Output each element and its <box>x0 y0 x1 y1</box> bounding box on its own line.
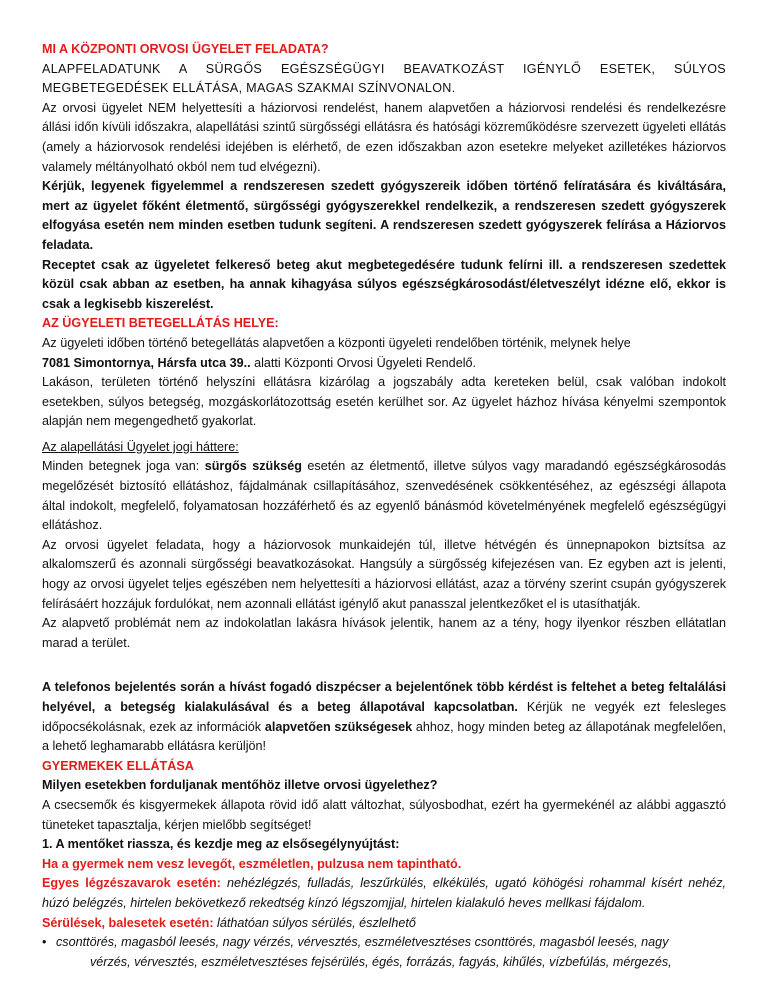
paragraph-home-visits: Lakáson, területen történő helyszíni ellátásra kizárólag a jogszabály adta kereteken belül, csak valóban indokolt esetekben, súlyos betegség, mozgáskorlátozottság esetén kerülhet sor. Az ügyelet házhoz hívása kényelmi szempontok alapján nem megengedhető gyakorlat. <box>42 375 726 429</box>
emergency-condition: Ha a gyermek nem vesz levegőt, eszméletlen, pulzusa nem tapintható. <box>42 856 462 871</box>
respiratory-label: Egyes légzészavarok esetén: <box>42 876 221 891</box>
paragraph-respiratory <box>42 874 726 913</box>
paragraph-ugyelet-role: Az orvosi ügyelet NEM helyettesíti a háziorvosi rendelést, hanem alapvetően a háziorvosi rendelési és rendelkezésre állási időn kívüli időszakra, alapellátási szintű sürgősségi ellátásra és hatósági közreműködésre szervezett ügyeleti ellátás (amely a háziorvosok rendelési idejében is elérhető, de ezen időszakban azon esetekre melyeket azilletékes háziorvos valamely méltányolható okból nem tud elvégezni). <box>42 100 726 174</box>
paragraph-patient-rights <box>42 457 726 535</box>
paragraph-medication-notice: Kérjük, legyenek figyelemmel a rendszeresen szedett gyógyszereik időben történő felíratására és kiváltására, mert az ügyelet főként életmentő, sürgősségi gyógyszerekkel rendelkezik, a rendszeresen szedett gyógyszerek elfogyása esetén nem minden esetben tudunk segíteni. A rendszeresen szedett gyógyszerek felírása a Háziorvos feladata. <box>42 179 726 252</box>
paragraph-injuries <box>42 914 726 934</box>
phone-bold-text: A telefonos bejelentés során a hívást fogadó diszpécser a bejelentőnek több kérdést is feltehet a beteg feltalálási helyével, a betegség kialakulásával és a beteg állapotával kapcsolatban. <box>42 680 726 714</box>
paragraph-prescription-notice: Receptet csak az ügyeletet felkereső beteg akut megbetegedésére tudunk felírni ill. a rendszeresen szedettek közül csak abban az esetben, ha annak kihagyása súlyos egészségkárosodást/életveszélyt idézne elő, ekkor is csak a legkisebb kiszerelést. <box>42 257 726 311</box>
bullet-line-1: csonttörés, magasból leesés, nagy vérzés, vérvesztés, eszméletvesztéses csonttörés, magasból leesés, nagy <box>56 935 669 950</box>
list-item <box>42 933 726 953</box>
bullet-line-2: vérzés, vérvesztés, eszméletvesztéses fejsérülés, égés, forrázás, fagyás, kihűlés, vízbefúlás, mérgezés, <box>90 954 672 969</box>
phone-text-c: ahhoz, hogy minden beteg az állapotának megfelelően, a lehető leghamarabb ellátásra kerüljön! <box>42 719 726 754</box>
rights-emphasis: sürgős szükség <box>204 459 302 474</box>
document-page <box>42 40 726 972</box>
respiratory-text: nehézlégzés, fulladás, leszűrkülés, elkékülés, ugató köhögési rohammal kísért nehéz, húzó belégzés, hirtelen bekövetkező rekedtség kínzó légszomjjal, hirtelen kialakuló heves mellkasi fájdalom. <box>42 876 727 910</box>
mission-statement: ALAPFELADATUNK A SÜRGŐS EGÉSZSÉGÜGYI BEAVATKOZÁST IGÉNYLŐ ESETEK, SÚLYOS MEGBETEGEDÉSEK ELLÁTÁSA, MAGAS SZAKMAI SZÍNVONALON. <box>42 61 726 96</box>
injuries-label: Sérülések, balesetek esetén: <box>42 915 214 930</box>
phone-emphasis: alapvetően szükségesek <box>264 719 413 734</box>
section-title-jogi-hatter: Az alapellátási Ügyelet jogi háttere: <box>42 439 239 454</box>
phone-text-a: Kérjük ne vegyék ezt felesleges időpocsékolásnak, ezek az információk <box>42 700 726 734</box>
children-question: Milyen esetekben forduljanak mentőhöz illetve orvosi ügyelethez? <box>42 778 438 793</box>
paragraph-children-intro: A csecsemők és kisgyermekek állapota rövid idő alatt változhat, súlyosbodhat, ezért ha gyermekénél az alábbi aggasztó tüneteket tapasztalja, kérjen mielőbb segítséget! <box>42 797 726 832</box>
location-intro: Az ügyeleti időben történő betegellátás alapvetően a központi ügyeleti rendelőben történik, melynek helye <box>42 335 631 350</box>
paragraph-ugyelet-duty: Az orvosi ügyelet feladata, hogy a háziorvosok munkaidején túl, illetve hétvégén és ünnepnapokon biztsítsa az alkalomszerű és azonnali sürgősségi beavatkozásokat. Hangsúly a sürgősség kifejezésen van. Ez egyben azt is jelenti, hogy az orvosi ügyelet teljes egészében nem helyettesíti a háziorvosi ellátást, azaz a törvény szerint csupán gyógyszerek felírásáért hozzájuk fordulókat, nem azonnali ellátást igénylő akut panasszal jelentkezőket el is utasíthatják. <box>42 537 726 611</box>
bullet-mark: • <box>42 935 47 950</box>
section-title-betegellatas-helye: AZ ÜGYELETI BETEGELLÁTÁS HELYE: <box>42 316 279 331</box>
step-1-call-ambulance: 1. A mentőket riassza, és kezdje meg az elsősegélynyújtást: <box>42 837 400 852</box>
paragraph-core-problem: Az alapvető problémát nem az indokolatlan lakásra hívások jelentik, hanem az a tény, hogy ilyenkor részben ellátatlan marad a terület. <box>42 616 726 650</box>
paragraph-location <box>42 334 726 373</box>
rights-intro: Minden betegnek joga van: <box>42 459 205 474</box>
location-address: 7081 Simontornya, Hársfa utca 39.. <box>42 355 251 370</box>
injuries-text: láthatóan súlyos sérülés, észlelhető <box>213 915 416 930</box>
paragraph-phone-reporting <box>42 678 726 756</box>
section-title-gyermekek: GYERMEKEK ELLÁTÁSA <box>42 758 194 773</box>
location-suffix: alatti Központi Orvosi Ügyeleti Rendelő. <box>250 355 476 370</box>
rights-text: esetén az életmentő, illetve súlyos vagy maradandó egészségkárosodás megelőzését biztosító ellátáshoz, fájdalmának csillapításához, szenvedésének csökkentéséhez, az egészségi állapota által indokolt, megfelelő, folyamatosan hozzáférhető és az egyenlő bánásmód követelményének megfelelő egészségügyi ellátáshoz. <box>42 459 726 533</box>
section-title-ugyelet-feladata: MI A KÖZPONTI ORVOSI ÜGYELET FELADATA? <box>42 42 329 56</box>
